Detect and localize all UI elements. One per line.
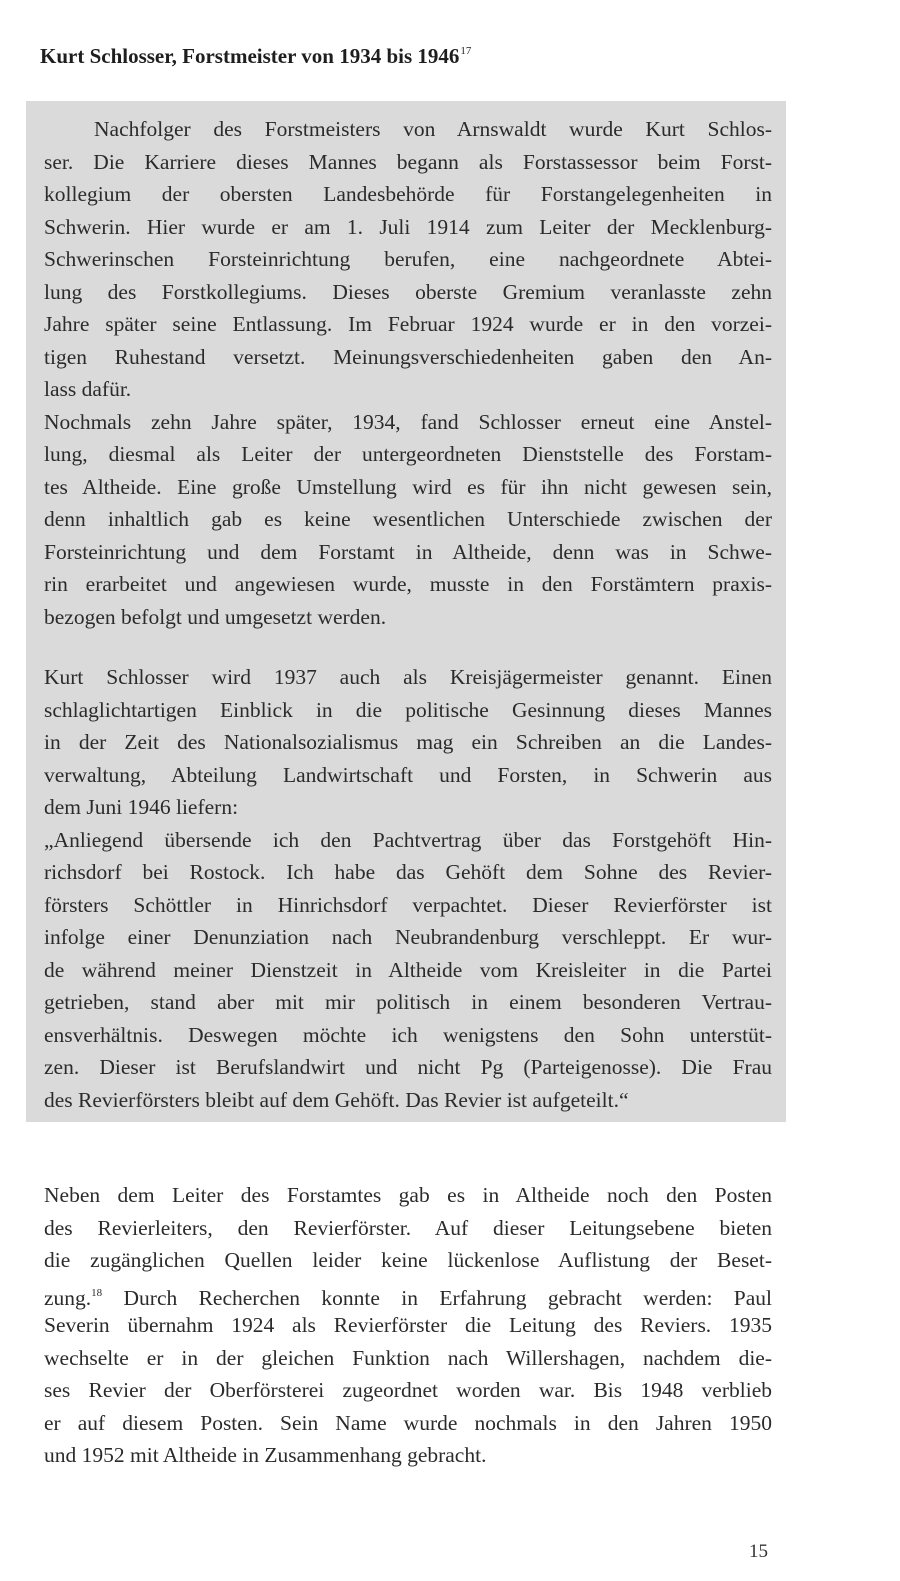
text-line: getrieben, stand aber mit mir politisch in einem besonderen Vertrau-: [44, 990, 772, 1014]
box-text: [44, 113, 772, 1116]
text-line: försters Schöttler in Hinrichsdorf verpachtet. Dieser Revierförster ist: [44, 892, 772, 917]
paragraph-3: [44, 661, 772, 824]
text-line: infolge einer Denunziation nach Neubrandenburg verschleppt. Er wur-: [44, 925, 772, 949]
text-line: „Anliegend übersende ich den Pachtvertrag über das Forstgehöft Hin-: [44, 827, 772, 852]
text-line: richsdorf bei Rostock. Ich habe das Gehöft dem Sohne des Revier-: [44, 860, 772, 884]
text-line: bezogen befolgt und umgesetzt werden.: [44, 604, 387, 629]
text-line: Nochmals zehn Jahre später, 1934, fand Schlosser erneut eine Anstel-: [44, 409, 772, 434]
text-line: Schwerin. Hier wurde er am 1. Juli 1914 zum Leiter der Mecklenburg-: [44, 214, 772, 239]
text-line: die zugänglichen Quellen leider keine lückenlose Auflistung der Beset-: [44, 1248, 772, 1272]
text-line: de während meiner Dienstzeit in Altheide vom Kreisleiter in die Partei: [44, 957, 772, 982]
text-line-with-footnote: [44, 1277, 772, 1310]
text-line: lung, diesmal als Leiter der untergeordneten Dienststelle des Forstam-: [44, 442, 772, 466]
text-line: Jahre später seine Entlassung. Im Februar 1924 wurde er in den vorzei-: [44, 312, 772, 336]
text-line: Schwerinschen Forsteinrichtung berufen, eine nachgeordnete Abtei-: [44, 247, 772, 271]
text-line: Severin übernahm 1924 als Revierförster die Leitung des Reviers. 1935: [44, 1313, 772, 1337]
footnote-ref-17: 17: [460, 45, 472, 57]
text-line: in der Zeit des Nationalsozialismus mag ein Schreiben an die Landes-: [44, 730, 772, 754]
text-line: kollegium der obersten Landesbehörde für Forstangelegenheiten in: [44, 182, 772, 206]
text-line: lung des Forstkollegiums. Dieses oberste Gremium veranlasste zehn: [44, 279, 772, 304]
text-line: denn inhaltlich gab es keine wesentlichen Unterschiede zwischen der: [44, 507, 772, 531]
text-line: Kurt Schlosser wird 1937 auch als Kreisjägermeister genannt. Einen: [44, 665, 772, 689]
heading-text: Kurt Schlosser, Forstmeister von 1934 bis 1946: [40, 44, 460, 68]
text-line: zen. Dieser ist Berufslandwirt und nicht Pg (Parteigenosse). Die Frau: [44, 1055, 772, 1079]
text-line: schlaglichtartigen Einblick in die politische Gesinnung dieses Mannes: [44, 697, 772, 722]
text-line: ensverhältnis. Deswegen möchte ich wenigstens den Sohn unterstüt-: [44, 1022, 772, 1047]
text-line: er auf diesem Posten. Sein Name wurde nochmals in den Jahren 1950: [44, 1410, 772, 1435]
paragraph-2: [44, 406, 772, 634]
text-line: lass dafür.: [44, 377, 132, 401]
text-line: tes Altheide. Eine große Umstellung wird es für ihn nicht gewesen sein,: [44, 474, 772, 499]
text-line: ser. Die Karriere dieses Mannes begann als Forstassessor beim Forst-: [44, 149, 772, 174]
paragraph-gap: [44, 633, 772, 661]
text-line: des Revierförsters bleibt auf dem Gehöft. Das Revier ist aufgeteilt.“: [44, 1087, 629, 1112]
text-line: rin erarbeitet und angewiesen wurde, musste in den Forstämtern praxis-: [44, 572, 772, 596]
text-line: verwaltung, Abteilung Landwirtschaft und Forsten, in Schwerin aus: [44, 762, 772, 787]
text-line: Neben dem Leiter des Forstamtes gab es in Altheide noch den Posten: [44, 1183, 772, 1207]
section-heading: [40, 44, 471, 69]
text-line: ses Revier der Oberförsterei zugeordnet worden war. Bis 1948 verblieb: [44, 1378, 772, 1402]
footnote-ref-18: 18: [91, 1286, 103, 1299]
quoted-letter: [44, 824, 772, 1117]
line-rest: Durch Recherchen konnte in Erfahrung gebracht werden: Paul: [123, 1285, 772, 1310]
text-line: dem Juni 1946 liefern:: [44, 795, 239, 819]
text-line: tigen Ruhestand versetzt. Meinungsverschiedenheiten gaben den An-: [44, 344, 772, 369]
text-line: Nachfolger des Forstmeisters von Arnswaldt wurde Kurt Schlos-: [94, 117, 772, 141]
text-line: Forsteinrichtung und dem Forstamt in Altheide, denn was in Schwe-: [44, 539, 772, 564]
text-line: des Revierleiters, den Revierförster. Auf dieser Leitungsebene bieten: [44, 1215, 772, 1240]
page-number: 15: [749, 1541, 768, 1562]
paragraph-1: [44, 113, 772, 406]
line-start: zung.: [44, 1285, 92, 1310]
text-line: und 1952 mit Altheide in Zusammenhang gebracht.: [44, 1443, 487, 1467]
text-line: wechselte er in der gleichen Funktion nach Willershagen, nachdem die-: [44, 1345, 772, 1370]
body-text-lower: [44, 1179, 772, 1472]
